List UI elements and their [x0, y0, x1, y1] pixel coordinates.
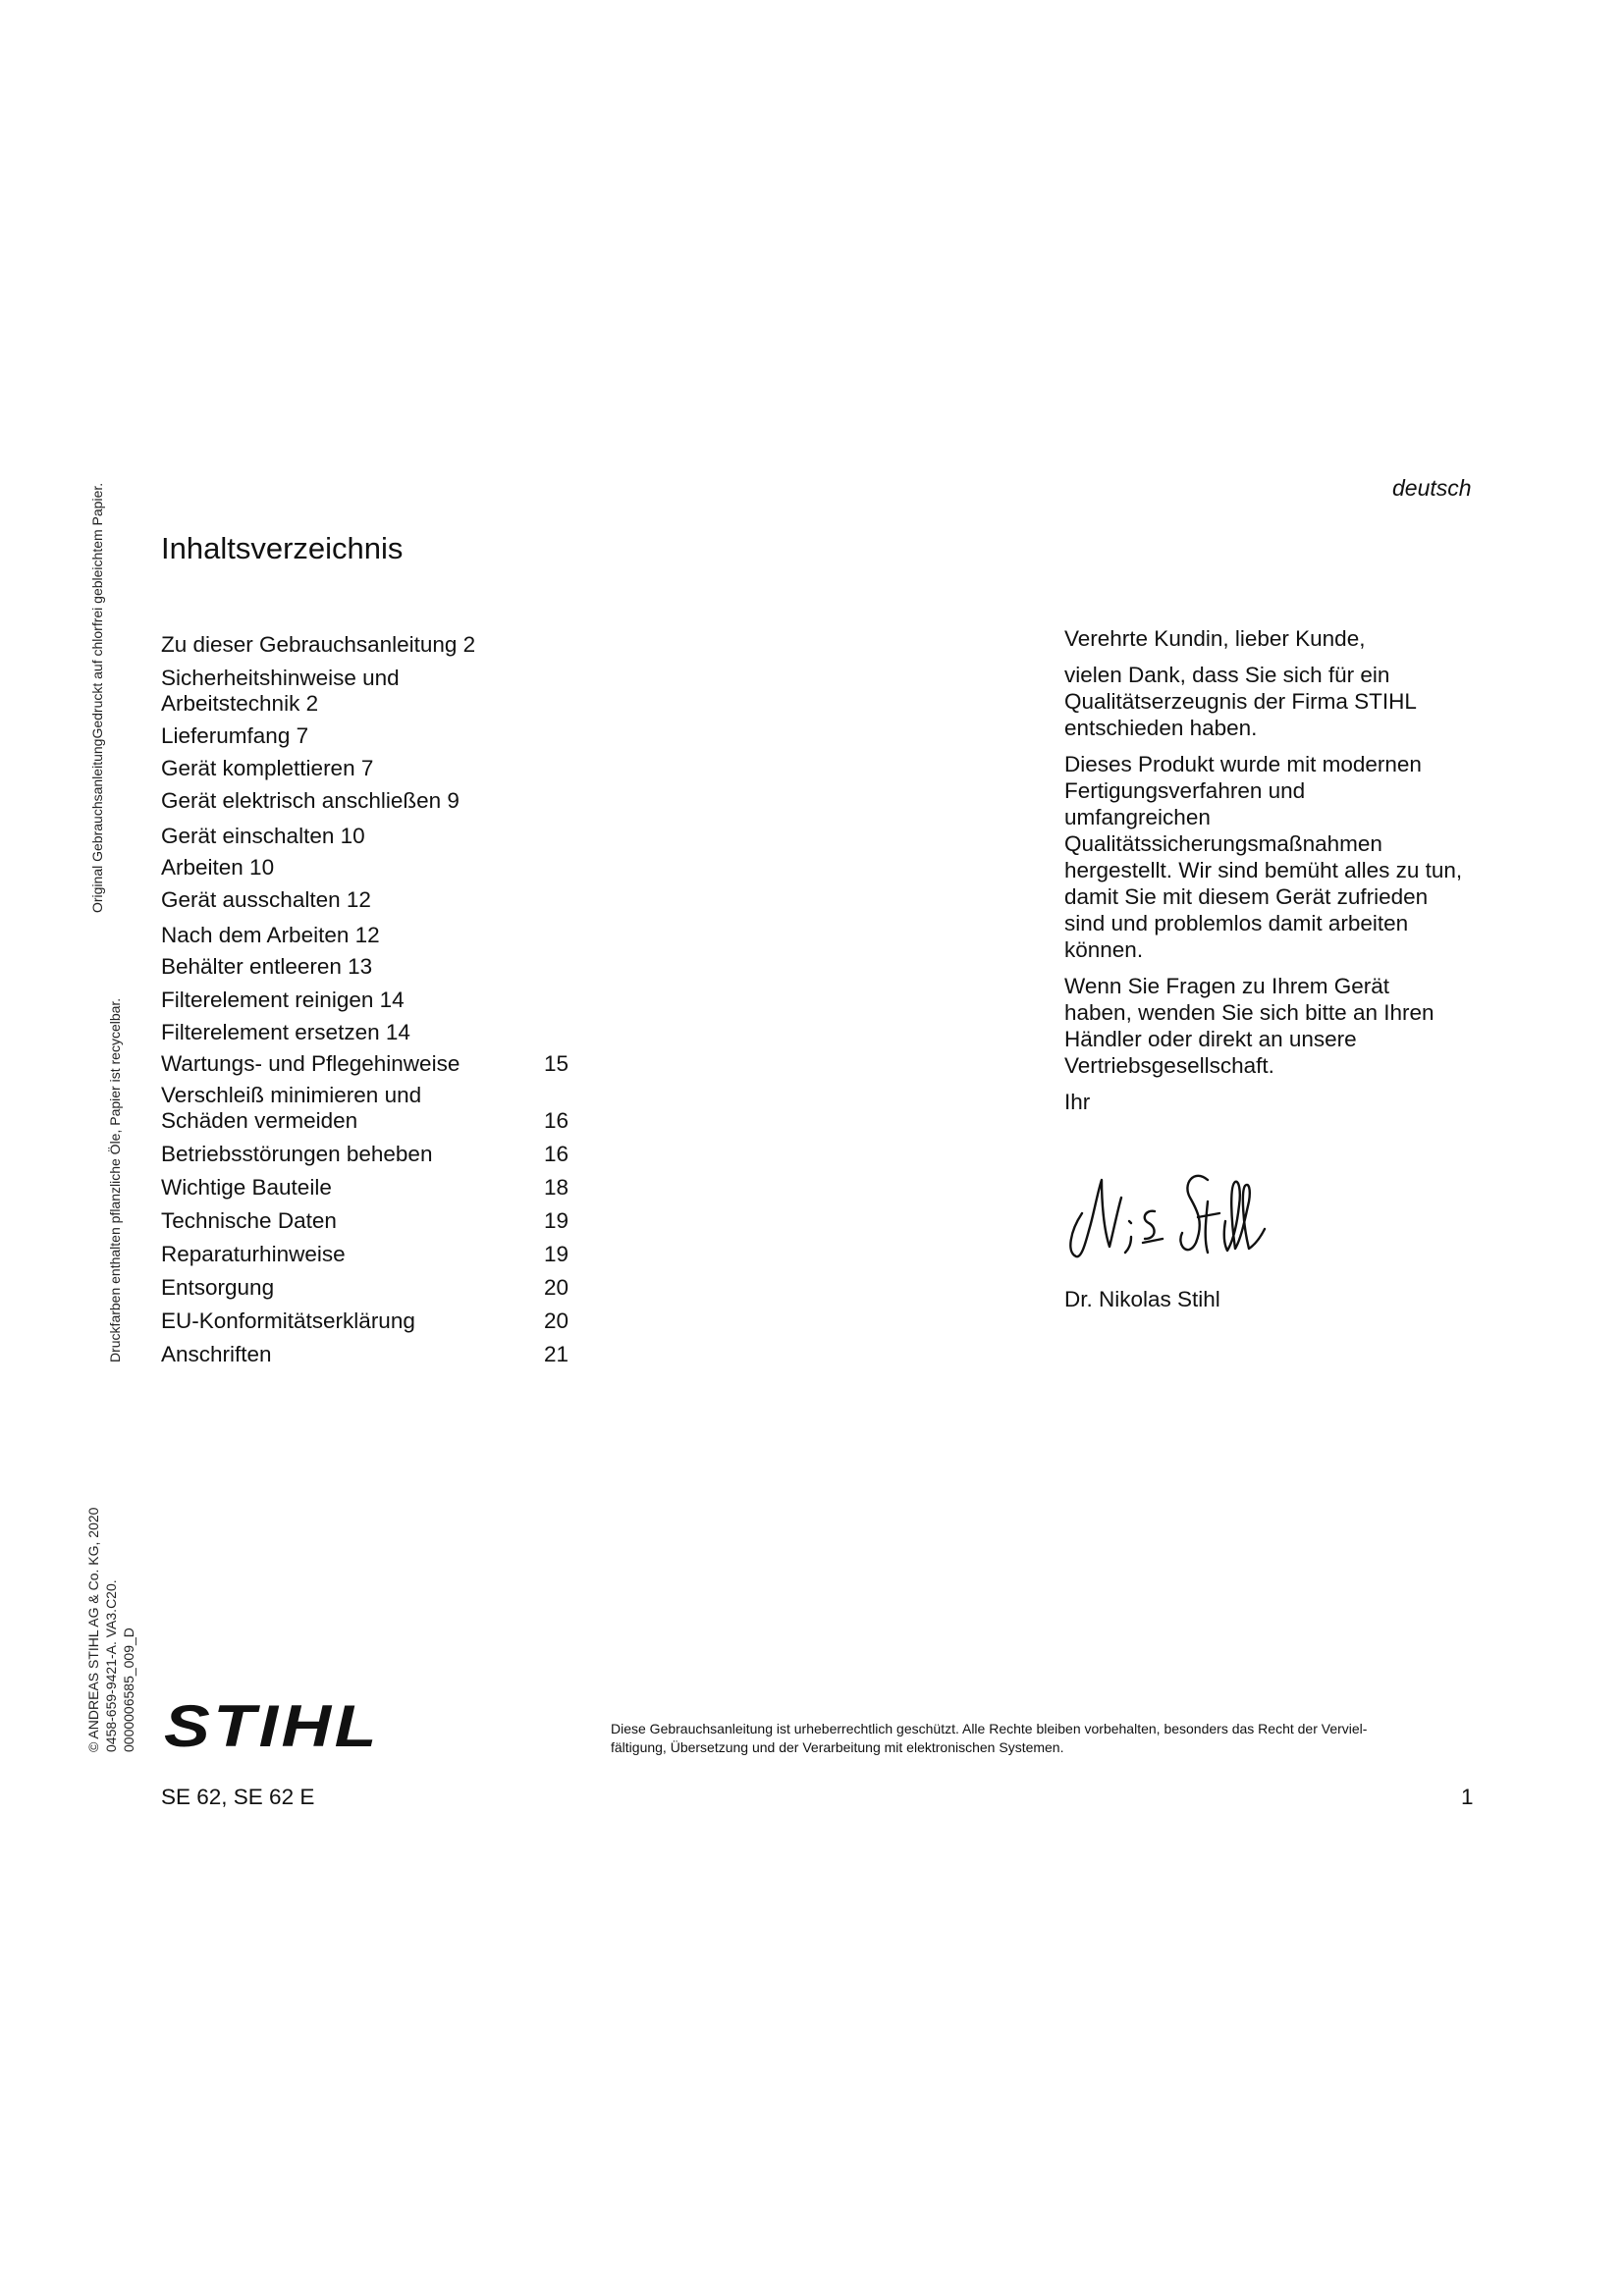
- toc-entry: [161, 824, 583, 849]
- toc-entry-text: Wartungs- und Pflegehinweise: [161, 1051, 460, 1076]
- toc-entry-text: Filterelement ersetzen 14: [161, 1020, 410, 1044]
- letter-line: damit Sie mit diesem Gerät zufrieden: [1064, 884, 1429, 909]
- toc-entry-text: Filterelement reinigen 14: [161, 988, 405, 1012]
- letter-line: Wenn Sie Fragen zu Ihrem Gerät: [1064, 974, 1389, 998]
- model-label: SE 62, SE 62 E: [161, 1785, 315, 1809]
- toc-entry: [161, 632, 583, 658]
- toc-entry-text: Reparaturhinweise: [161, 1242, 346, 1266]
- toc-page-number: 19: [544, 1208, 569, 1233]
- copyright-notice-line: Diese Gebrauchsanleitung ist urheberrechtlich geschützt. Alle Rechte bleiben vorbehalten, besonders das Recht der Verviel-: [611, 1721, 1368, 1736]
- document-number-line: 0458-659-9421-A. VA3.C20.: [103, 1579, 119, 1752]
- letter-greeting: Verehrte Kundin, lieber Kunde,: [1064, 626, 1366, 651]
- side-note-print-info: Original GebrauchsanleitungGedruckt auf chlorfrei gebleichtem Papier.: [89, 482, 105, 913]
- toc-page-number: 18: [544, 1175, 569, 1200]
- toc-entry-text: Wichtige Bauteile: [161, 1175, 332, 1200]
- toc-entry-text: Lieferumfang 7: [161, 723, 309, 748]
- letter-closing: Ihr: [1064, 1090, 1091, 1114]
- letter-line: sind und problemlos damit arbeiten: [1064, 911, 1409, 935]
- toc-entry: [161, 1175, 583, 1201]
- toc-entry-text: Sicherheitshinweise und: [161, 666, 400, 690]
- toc-entry: [161, 855, 583, 881]
- toc-page-number: 19: [544, 1242, 569, 1266]
- letter-line: Händler oder direkt an unsere: [1064, 1027, 1357, 1051]
- toc-entry: [161, 1142, 583, 1167]
- toc-entry-text: Verschleiß minimieren und: [161, 1083, 422, 1107]
- toc-entry: [161, 988, 583, 1013]
- toc-page-number: 21: [544, 1342, 569, 1366]
- letter-line: vielen Dank, dass Sie sich für ein: [1064, 663, 1390, 687]
- toc-entry: [161, 1020, 583, 1045]
- toc-entry: [161, 954, 583, 980]
- page-number: 1: [1461, 1785, 1474, 1809]
- toc-entry: [161, 1051, 583, 1077]
- side-note-ink-info: Druckfarben enthalten pflanzliche Öle, Papier ist recycelbar.: [107, 997, 123, 1362]
- toc-entry-text: EU-Konformitätserklärung: [161, 1308, 415, 1333]
- toc-entry-text: Technische Daten: [161, 1208, 337, 1233]
- toc-entry-text: Betriebsstörungen beheben: [161, 1142, 433, 1166]
- handwritten-signature: [1060, 1162, 1296, 1270]
- toc-entry: [161, 1208, 583, 1234]
- signer-name: Dr. Nikolas Stihl: [1064, 1287, 1220, 1311]
- toc-entry: [161, 1342, 583, 1367]
- toc-entry-text: Arbeiten 10: [161, 855, 275, 880]
- toc-title: Inhaltsverzeichnis: [161, 531, 404, 565]
- letter-line: umfangreichen: [1064, 805, 1211, 829]
- stihl-logo: [161, 1700, 383, 1751]
- toc-entry: [161, 887, 583, 913]
- document-code-line: 0000006585_009_D: [121, 1628, 136, 1752]
- toc-entry: [161, 723, 583, 749]
- language-label: deutsch: [1392, 475, 1472, 501]
- letter-line: hergestellt. Wir sind bemüht alles zu tun,: [1064, 858, 1463, 882]
- toc-entry: [161, 666, 583, 717]
- copyright-notice-line: fältigung, Übersetzung und der Verarbeitung mit elektronischen Systemen.: [611, 1739, 1064, 1755]
- stihl-logo-text: STIHL: [164, 1700, 380, 1751]
- letter-line: haben, wenden Sie sich bitte an Ihren: [1064, 1000, 1435, 1025]
- copyright-notice: [611, 1720, 1475, 1757]
- toc-page-number: 20: [544, 1308, 569, 1333]
- toc-entry-text-continued: Schäden vermeiden: [161, 1108, 358, 1133]
- toc-entry-text: Behälter entleeren 13: [161, 954, 373, 979]
- copyright-line: © ANDREAS STIHL AG & Co. KG, 2020: [85, 1507, 101, 1752]
- toc-entry-text: Zu dieser Gebrauchsanleitung 2: [161, 632, 476, 657]
- letter-line: Qualitätssicherungsmaßnahmen: [1064, 831, 1382, 856]
- letter-paragraph: [1064, 973, 1496, 1079]
- letter-paragraph: [1064, 751, 1496, 963]
- letter-line: Vertriebsgesellschaft.: [1064, 1053, 1274, 1078]
- letter-line: Qualitätserzeugnis der Firma STIHL: [1064, 689, 1417, 714]
- toc-page-number: 20: [544, 1275, 569, 1300]
- letter-paragraph: [1064, 662, 1496, 741]
- toc-entry-text-continued: Arbeitstechnik 2: [161, 691, 319, 716]
- toc-entry-text: Entsorgung: [161, 1275, 275, 1300]
- toc-entry: [161, 788, 583, 814]
- toc-list: [161, 632, 583, 1367]
- toc-entry: [161, 923, 583, 948]
- toc-entry: [161, 1242, 583, 1267]
- toc-entry-text: Gerät einschalten 10: [161, 824, 365, 848]
- toc-entry: [161, 756, 583, 781]
- letter-line: Fertigungsverfahren und: [1064, 778, 1306, 803]
- toc-page-number: 16: [544, 1142, 569, 1166]
- toc-entry: [161, 1275, 583, 1301]
- toc-page-number: 15: [544, 1051, 569, 1076]
- letter-line: können.: [1064, 937, 1144, 962]
- toc-entry-text: Gerät elektrisch anschließen 9: [161, 788, 460, 813]
- toc-entry-text: Gerät ausschalten 12: [161, 887, 371, 912]
- toc-entry: [161, 1083, 583, 1134]
- customer-letter: [1064, 625, 1496, 1115]
- letter-line: Dieses Produkt wurde mit modernen: [1064, 752, 1422, 776]
- letter-line: entschieden haben.: [1064, 716, 1258, 740]
- toc-page-number: 16: [544, 1108, 569, 1133]
- toc-entry-text: Gerät komplettieren 7: [161, 756, 374, 780]
- toc-entry-text: Nach dem Arbeiten 12: [161, 923, 380, 947]
- toc-entry-text: Anschriften: [161, 1342, 272, 1366]
- copyright-block: [84, 1508, 137, 1752]
- toc-entry: [161, 1308, 583, 1334]
